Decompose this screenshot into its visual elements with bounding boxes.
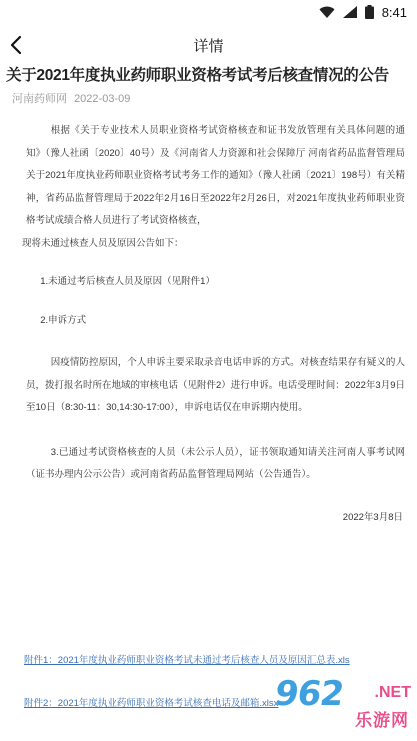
- status-icons: [319, 5, 374, 19]
- section-heading: 2.申诉方式: [40, 314, 87, 326]
- app-bar: [0, 24, 417, 66]
- section-heading: 1.未通过考后核查人员及原因（见附件1）: [40, 276, 215, 287]
- watermark-logo: [272, 666, 413, 738]
- battery-icon: [365, 5, 374, 19]
- status-time: 8:41: [381, 4, 407, 20]
- attachment-link-1[interactable]: 附件1：2021年度执业药师职业资格考试未通过考后核查人员及原因汇总表.xls: [24, 655, 350, 666]
- paragraph: 因疫情防控原因，个人申诉主要采取录音电话申诉的方式。对核查结果存有疑义的人员，拨打报名时所在地域的审核电话（见附件2）进行申诉。电话受理时间：2022年3月9日至10日（8:30-11：30,14:30-17:00），申诉电话仅在申诉期内使用。: [26, 357, 405, 413]
- back-button[interactable]: [2, 30, 32, 60]
- watermark-net: .NET: [374, 684, 411, 701]
- signal-icon: [343, 6, 357, 18]
- article-meta: [12, 90, 417, 106]
- article-body: [0, 120, 417, 529]
- article-title: 关于2021年度执业药师职业资格考试考后核查情况的公告: [6, 67, 389, 84]
- watermark-text: 乐游网: [355, 711, 409, 730]
- paragraph: 根据《关于专业技术人员职业资格考试资格核查和证书发放管理有关具体问题的通知》（豫人社函〔2020〕40号）及《河南省人力资源和社会保障厅 河南省药品监督管理局关于2021年度执业药师职业资格考试考务工作的通知》（豫人社函〔2021〕198号）有关精神，省药品监督管理局于2022年2月16日至2022年2月26日，对2021年度执业药师职业资格考试成绩合格人员进行了考试资格核查，: [26, 125, 405, 226]
- article-source: 河南药师网: [12, 93, 67, 105]
- page-title: 详情: [193, 37, 224, 55]
- paragraph: 3.已通过考试资格核查的人员（未公示人员），证书领取通知请关注河南人事考试网（证书办理内公示公告）或河南省药品监督管理局网站（公告通告）。: [26, 446, 405, 480]
- article: [0, 66, 417, 529]
- paragraph: 现将未通过核查人员及原因公告如下：: [22, 237, 184, 249]
- sign-date: 2022年3月8日: [342, 511, 403, 523]
- article-date: 2022-03-09: [74, 93, 131, 105]
- watermark-number: 962: [272, 674, 346, 714]
- attachment-link-2[interactable]: 附件2：2021年度执业药师职业资格考试核查电话及邮箱.xlsx: [24, 698, 279, 709]
- back-arrow-icon: [9, 35, 25, 55]
- status-bar: [0, 0, 417, 24]
- wifi-icon: [319, 6, 335, 18]
